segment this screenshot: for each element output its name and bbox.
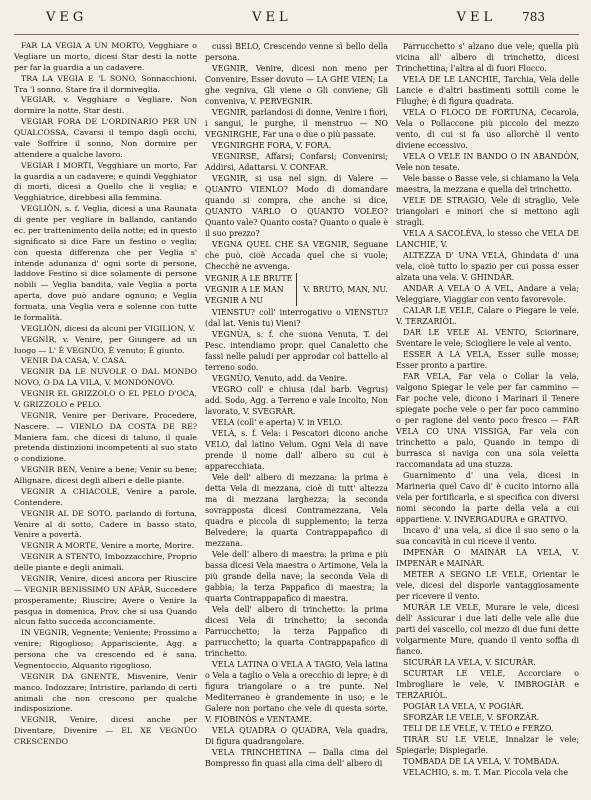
page-header xyxy=(14,10,579,35)
dictionary-entry: TOMBADA DE LA VELA, V. TOMBADA. xyxy=(403,757,560,766)
dictionary-entry: VELA A SACOLÈVA, lo stesso che VELA DE LANCHIE, V. xyxy=(396,229,579,249)
dictionary-entry: VEGNIR A STENTO, Imbozzacchire, Proprio delle piante e degli animali. xyxy=(14,552,197,572)
dictionary-entry: Vela dell' albero di trinchetto: la prima dicesi Vela di trinchetto; la seconda Parrucchetto; la terza Pappafico di parrucchetto; la quarta Contrappapafico di trinchetto. xyxy=(205,605,388,658)
dictionary-entry: VEGLIÒN, s. f. Veglia, dicesi a una Raunata di gente per vegliare in ballando, cantando ec. per trattenimento della notte; ed in questo significato si dice Fare un festino o veglia; con questa differenza che per Veglia s' intende adunanza d' ogni sorte di persone, laddove Festino si dice solamente di persone nobili — Veglia bandita, vale Veglia a porta aperta, dove può andare ognuno; e Veglia formata, una Veglia vera e solenne con tutte le formalità. xyxy=(14,204,197,322)
dictionary-entry: VELE DE STRAGIO, Vele di straglio, Vele triangolari e minori che si mettono agli stragli. xyxy=(396,196,579,227)
dictionary-entry: VEGNIR DA GNENTE, Misvenire, Venir manco. Indozzare; Intristire, parlando di certi animali che non crescono per qualche indisposizione. xyxy=(14,671,197,714)
dictionary-entry: VELA LATINA O VELA A TAGIO, Vela latina o Vela a taglio o Vela a orecchio di lepre; è di figura triangolare o a tre punte. Nel Mediterraneo è grandemente in uso; e le Galere non portano che vele di questa sorte. V. FIOBINÒS e VENTAME. xyxy=(205,660,388,724)
dictionary-entry: IMPENÀR O MAINÀR LA VELA, V. IMPENÀR e MAINÀR. xyxy=(396,548,579,568)
dictionary-entry: VELA (coll' e aperta) V. in VELO. xyxy=(212,418,343,427)
dictionary-entry: VEGNIR, Venire, dicesi non meno per Convenire, Esser dovuto — LA GHE VIEN; La ghe vegniva, Gli viene o Gli conviene; Gli conveniva, V. PERVEGNIR. xyxy=(205,64,388,106)
dictionary-entry: DAR LE VELE AL VENTO, Sciorinare, Sventare le vele; Sciogliere le vele al vento. xyxy=(396,328,579,348)
dictionary-entry: MURÀR LE VELE, Murare le vele, dicesi dell' Assicurar i due lati delle vele alle due parti del vascello, col mezzo di due funi dette volgarmente Mure, quando il vento soffia di fianco. xyxy=(396,603,579,656)
dictionary-entry: VEGNIR AL DE SOTO, parlando di fortuna, Venire al di sotto, Cadere in basso stato, Venire a povertà. xyxy=(14,508,197,540)
column-2-head xyxy=(205,41,388,272)
page-number: 783 xyxy=(522,10,545,24)
dictionary-entry: TELI DE LE VELE, V. TELO e FERZO. xyxy=(403,724,554,733)
verb-bracket-terms xyxy=(205,273,297,306)
dictionary-entry: FAR VELA, Far vela o Collar la vela, valgono Spiegar le vele per far cammino — Far poche vele, dicono i Marinari il Tenere spiegate poche vele o per far poco cammino o per ragione del vento poco fresco — FAR VELA CO UNA VISSIGA, Far vela con trinchetto a palo, Quando in tempo di burrasca si naviga con una sola veletta raccomandata ad una stuzza. xyxy=(396,372,579,469)
dictionary-entry: VIENSTU? coll' interrogativo o VIENSTU? (dal lat. Venis tu) Vieni? xyxy=(205,308,388,328)
bracket-term: VEGNIR A LE MAN xyxy=(205,285,284,294)
dictionary-entry: VELA O VELE IN BANDO O IN ABANDÒN, Vele non tesate. xyxy=(396,152,579,172)
dictionary-entry: VEGNIRSE, Affarsi; Confarsi; Convenirsi; Addirsi, Adattarsi. V. CONFAR. xyxy=(205,152,388,172)
dictionary-entry: VELA O FLOCO DE FORTUNA, Cecarola, Vela o Pollaccone più piccolo del mezzo vento, di cui si fa uso allorchè il vento diviene eccessivo. xyxy=(396,108,579,150)
dictionary-entry: VELA TRINCHETINA — Dalla cima del Bompresso fin quasi alla cima dell' albero di xyxy=(205,748,388,768)
dictionary-entry: VEGIAR FORA DE L'ORDINARIO PER UN QUALCOSSA, Cavarsi il tempo dagli occhi, vale Soffrire il sonno, Non dormire per attendere a qualche lavoro. xyxy=(14,117,197,159)
dictionary-entry: SFORZÀR LE VELE, V. SFORZÀR. xyxy=(403,713,540,722)
dictionary-entry: VEGNIR EL GRIZZOLO O EL PELO D'OCA, V. GRIZZOLO e PELO. xyxy=(14,389,197,409)
dictionary-entry: FAR LA VEGIA A UN MORTO, Vegghiare o Vegliare un morto, dicesi Star desti la notte per far la guardia a un cadavere. xyxy=(14,41,197,72)
dictionary-entry: VELACHIO, s. m. T. Mar. Piccola vela che xyxy=(403,768,569,777)
bracket-term: VEGNIR A LE BRUTE xyxy=(205,274,293,283)
column-2 xyxy=(205,41,388,778)
dictionary-entry: ANDAR A VELA O A VEL, Andare a vela; Veleggiare, Viaggiar con vento favorevole. xyxy=(396,284,579,304)
dictionary-entry: VEGNIR BEN, Venire a bene; Venir su bene; Allignare, dicesi degli alberi e delle piante. xyxy=(14,465,197,485)
dictionary-entry: SICURÀR LA VELA, V. SICURÀR. xyxy=(403,658,536,667)
column-1 xyxy=(14,41,197,778)
header-left-headword: VEG xyxy=(46,10,88,25)
dictionary-entry: VEGNIR A CHIACOLE, Venire a parole, Contendere. xyxy=(14,486,197,507)
dictionary-entry: SCURTAR LE VELE, Accorciare o Imbrogliare le vele, V. IMBROGIÀR e TERZARIÒL. xyxy=(396,669,579,700)
bracket-result: V. BRUTO, MAN, NU. xyxy=(303,285,388,294)
dictionary-entry: cussì BELO, Crescendo venne sì bello della persona. xyxy=(205,42,388,62)
dictionary-entry: TIRÀR SU LE VELE, Innalzar le vele; Spiegarle; Dispiegarle. xyxy=(396,735,579,755)
verb-bracket xyxy=(205,273,388,306)
dictionary-entry: VEGNIR A MORTE, Venire a morte, Morire. xyxy=(21,541,195,551)
dictionary-entry: VEGNIRGHE FORA, V. FORA. xyxy=(212,141,332,150)
dictionary-entry: VENIR DA CASA, V. CASA. xyxy=(21,356,127,366)
header-right-headword: VEL xyxy=(456,10,497,25)
dictionary-entry: IN VEGNIR, Vegnente; Veniente; Prossimo a venire; Rigoglioso; Apparisciente, Agg. a persona che va crescendo ed è sana. Vegnentoccio, Alquanto rigoglioso. xyxy=(14,628,197,670)
dictionary-entry: VEGNIR, Venire, dicesi ancora per Riuscire — VEGNIR BENISSIMO UN AFÀR, Succedere prosperamente; Riuscire; Avere o Venire la pasqua in domenica, Prov. che si usa Quando alcun fatto succeda acconciamente. xyxy=(14,573,197,627)
dictionary-entry: Vele basse o Basse vele, si chiamano la Vela maestra, la mezzana e quella del trinchetto. xyxy=(396,174,579,194)
dictionary-entry: Incavo d' una vela, si dice il suo seno o la sua concavità in cui riceve il vento. xyxy=(396,526,579,546)
dictionary-entry: VEGNIR, si usa nel sign. di Valere — QUANTO VIENLO? Modo di domandare quando si compra, che anche si dice, QUANTO VARLO O QUANTO VOLEO? Quanto vale? Quanto costa? Quanto o quale è il suo prezzo? xyxy=(205,174,388,238)
dictionary-entry: VELÀ, s. f. Vela: i Pescatori dicono anche VELO, dal latino Velum. Ogni Vela di nave prende il nome dall' albero su cui è apparecchiata. xyxy=(205,429,388,471)
dictionary-entry: VEGIAR I MORTI, Vegghiare un morto, Far la guardia a un cadavere; e quindi Vegghiator di morti, dicesi a Quello che li veglia; e Vegghiatrice, direbbesi alla femmina. xyxy=(14,160,197,203)
dictionary-entry: VELA QUADRA O QUADRA, Vela quadra, Di figura quadrangolare. xyxy=(205,726,388,746)
dictionary-entry: VEGNÙA, s. f. che suona Venuta, T. dei Pesc. intendiamo propr. quel Canaletto che fassi nelle paludi per approdar col battello al terreno sodo. xyxy=(205,330,388,372)
dictionary-entry: POGIÀR LA VELA, V. POGIÀR. xyxy=(403,702,524,711)
dictionary-entry: Parrucchetto s' alzano due vele; quella più vicina all' albero di trinchetto, dicesi Trinchettina; l'altra al di fuori Flocco. xyxy=(396,42,579,73)
dictionary-entry: VEGNÌR, v. Venire, per Giungere ad un luogo — L' È VEGNÙO, È venuto; È giunto. xyxy=(14,334,197,355)
dictionary-entry: VEGIAR, v. Vegghiare o Vegliare, Non dormire la notte, Star desti. xyxy=(14,95,197,116)
dictionary-entry: TRA LA VEGIA E 'L SONO, Sonnacchioni, Tra 'l sonno. Stare fra il dormiveglia. xyxy=(14,73,197,94)
dictionary-entry: METER A SEGNO LE VELE, Orientar le vele, dicesi del disporle vantaggiosamente per ricevere il vento. xyxy=(396,570,579,601)
dictionary-entry: VEGNIR, Venire per Derivare, Procedere, Nascere. — VIENLO DA COSTA DE RE? Maniera fam. che dicesi di taluno, il quale pretenda distinzioni incompetenti al suo stato o condizione. xyxy=(14,410,197,464)
dictionary-entry: VEGLIÒN, dicesi da alcuni per VIGILION, V. xyxy=(21,323,196,333)
dictionary-entry: ESSER A LA VELA, Esser sulle mosse; Esser pronto a partire. xyxy=(396,350,579,370)
dictionary-entry: VEGNIR, Venire, dicesi anche per Diventare, Divenire — EL XE VEGNÙO CRESCENDO xyxy=(14,715,197,746)
dictionary-entry: Vele dell' albero di maestra: la prima e più bassa dicesi Vela maestra o Artimone, Vela la più grande della nave; la seconda Vela di gabbia; la terza Pappafico di maestra; la quarta Contrappapafico di maestra. xyxy=(205,550,388,603)
dictionary-entry: VELA DE LE LANCHIE, Tarchia, Vela delle Lancie e d'altri bastimenti sottili come le Filughe; è di figura quadrata. xyxy=(396,75,579,106)
dictionary-entry: VEGNIR DA LE NUVOLE O DAL MONDO NOVO, O DA LA VILA, V. MONDONOVO. xyxy=(14,367,197,388)
dictionary-entry: Guarnimento d' una vela, dicesi in Marineria quel Cavo di' è cucito intorno alla vela per fortificarla, e si specifica con diversi nomi secondo la parte della vela a cui appartiene. V. INVERGADURA e GRATIVO. xyxy=(396,471,579,524)
header-center-headword: VEL xyxy=(252,10,292,25)
dictionary-entry: VEGNIR, parlandosi di donne, Venire i fiori, i sangui, le purghe, il menstruo — NO VEGNIRGHE, Far una o due o più passate. xyxy=(205,108,388,139)
dictionary-entry: ALTEZZA D' UNA VELA, Ghindata d' una vela, cioè tutto lo spazio per cui possa esser alzata una vela. V. GHINDÀR. xyxy=(396,251,579,282)
column-3 xyxy=(396,41,579,778)
bracket-term: VEGNIR A NU xyxy=(205,296,263,305)
dictionary-entry: VEGNÙO, Venuto, add. da Venire. xyxy=(212,374,348,383)
dictionary-entry: VEGRO coll' e chiusa (dal barb. Vegrus) add. Sodo, Agg. a Terreno e vale Incolto, Non lavorato, V. SVEGRÀR. xyxy=(205,385,388,416)
dictionary-entry: CALAR LE VELE, Calare o Piegare le vele. V. TERZARIÒL. xyxy=(396,306,579,326)
dictionary-entry: Vele dell' albero di mezzana: la prima è detta Vela di mezzana, cioè di tutt' altezza ma di mezzana larghezza; la seconda sovrapposta dicesi Contramezzana, Vela quadra e piccola di supplemento; la terza Belvedere; la quarta Contrappapafico di mezzana. xyxy=(205,473,388,548)
column-2-tail xyxy=(205,307,388,769)
dictionary-entry: VEGNA QUEL CHE SA VEGNIR, Seguane che può, cioè Accada quel che si vuole; Checchè ne avvenga. xyxy=(205,240,388,271)
columns xyxy=(14,41,579,778)
